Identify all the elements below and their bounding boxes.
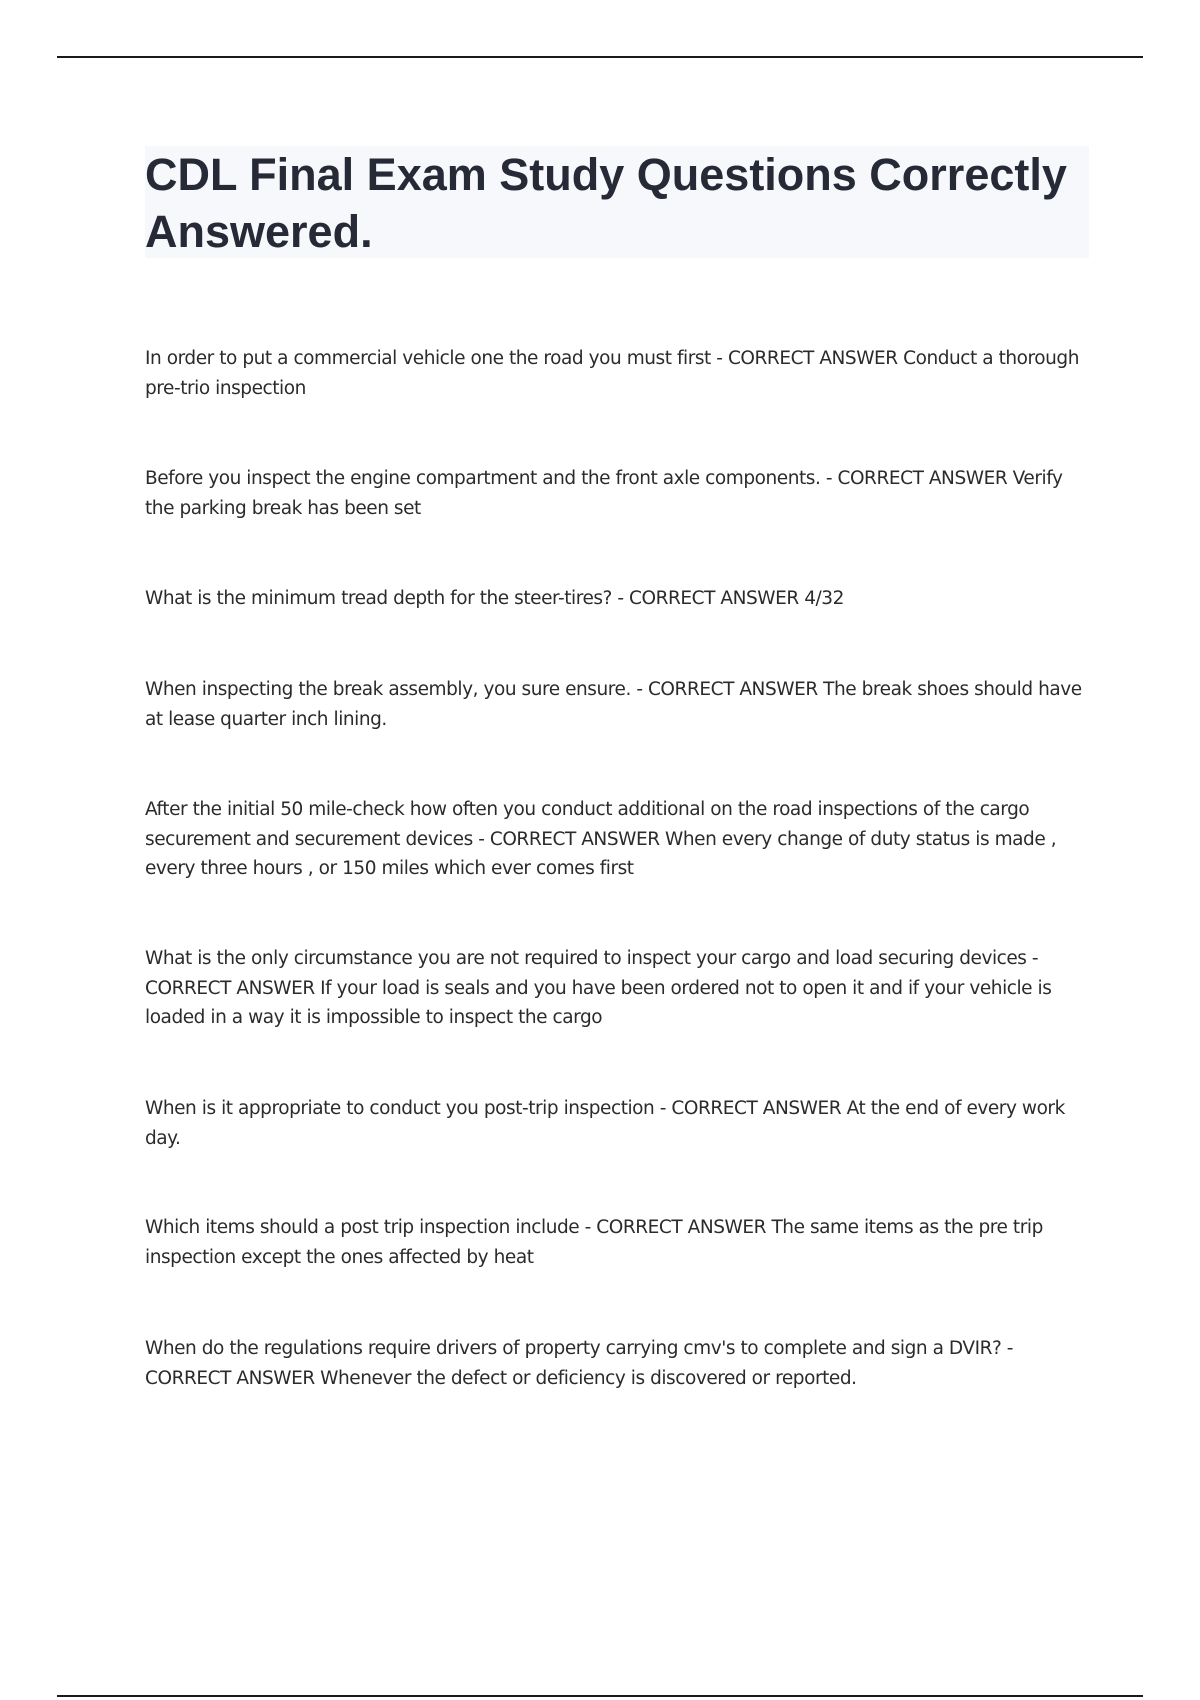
bottom-divider [57, 1695, 1143, 1697]
qa-item: When inspecting the break assembly, you sure ensure. - CORRECT ANSWER The break shoes should have at lease quarter inch lining. [145, 679, 1082, 730]
qa-item: In order to put a commercial vehicle one the road you must first - CORRECT ANSWER Conduct a thorough pre-trio inspection [145, 348, 1079, 399]
qa-item: After the initial 50 mile-check how often you conduct additional on the road inspections of the cargo securement and securement devices - CORRECT ANSWER When every change of duty status is made , every three hours , or 150 miles which ever comes first [145, 799, 1057, 879]
top-divider [57, 56, 1143, 58]
qa-item: When is it appropriate to conduct you post-trip inspection - CORRECT ANSWER At the end of every work day. [145, 1098, 1065, 1149]
qa-item: What is the minimum tread depth for the steer-tires? - CORRECT ANSWER 4/32 [145, 588, 844, 609]
qa-item: When do the regulations require drivers of property carrying cmv's to complete and sign a DVIR? - CORRECT ANSWER Whenever the defect or deficiency is discovered or reported. [145, 1338, 1014, 1389]
qa-item: Which items should a post trip inspection include - CORRECT ANSWER The same items as the pre trip inspection except the ones affected by heat [145, 1217, 1043, 1268]
qa-item: Before you inspect the engine compartment and the front axle components. - CORRECT ANSWER Verify the parking break has been set [145, 468, 1063, 519]
document-title: CDL Final Exam Study Questions Correctly Answered. [145, 149, 1067, 257]
qa-item: What is the only circumstance you are not required to inspect your cargo and load securing devices - CORRECT ANSWER If your load is seals and you have been ordered not to open it and if your vehicle is loaded in a way it is impossible to inspect the cargo [145, 948, 1052, 1028]
